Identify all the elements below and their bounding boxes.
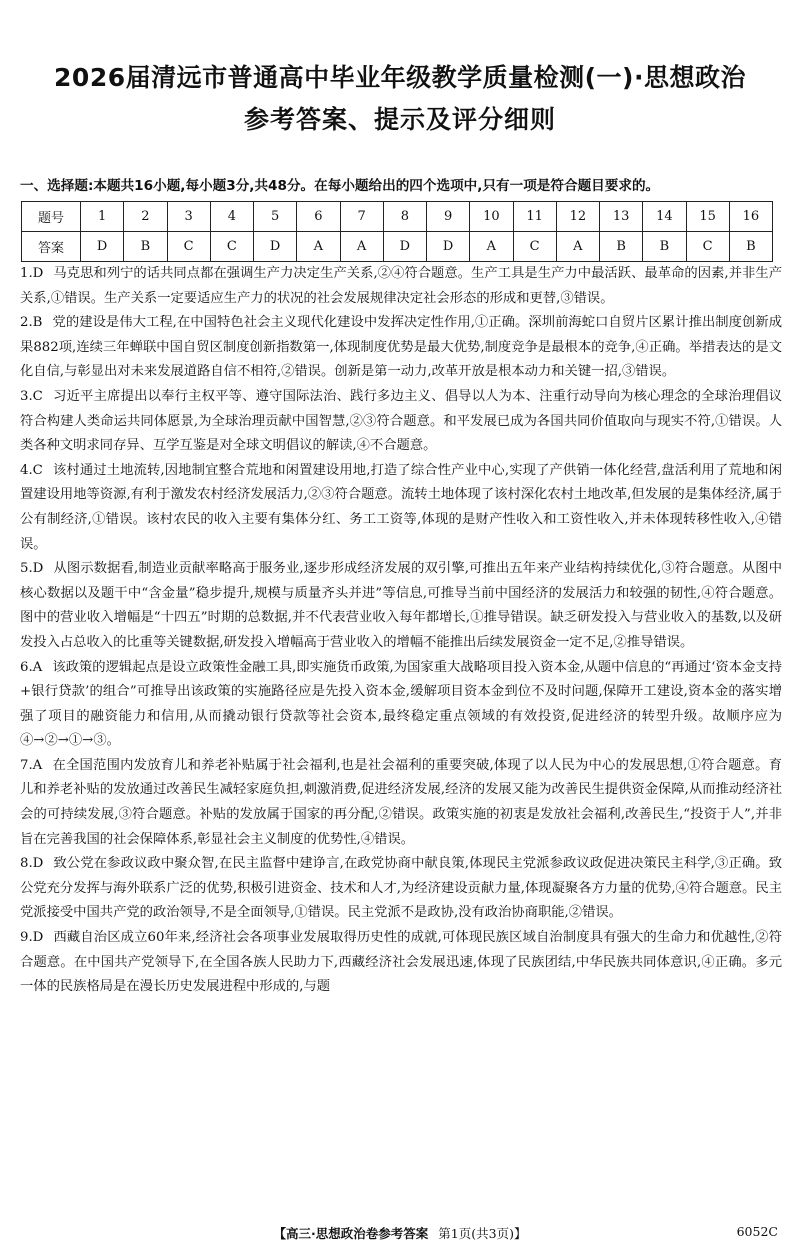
explanation-item <box>20 385 782 459</box>
explanation-text: 西藏自治区成立60年来,经济社会各项事业发展取得历史性的成就,可体现民族区域自治制度具有强大的生命力和优越性,②符合题意。在中国共产党领导下,在全国各族人民助力下,西藏经济社会发展迅速,体现了民族团结,中华民族共同体意识,④正确。多元一体的民族格局是在漫长历史发展进程中形成的,与题 <box>20 930 782 995</box>
document-title: 2026届清远市普通高中毕业年级教学质量检测(一)·思想政治 <box>54 63 746 92</box>
explanation-text: 在全国范围内发放育儿和养老补贴属于社会福利,也是社会福利的重要突破,体现了以人民为中心的发展思想,①符合题意。育儿和养老补贴的发放通过改善民生减轻家庭负担,刺激消费,促进经济发展,经济的发展又能为改善民生提供资金保障,从而推动经济社会的可持续发展,③符合题意。补贴的发放属于国家的再分配,②错误。政策实施的初衷是发放社会福利,改善民生,“投资于人”,并非旨在完善我国的社会保障体系,彰显社会主义制度的优势性,④错误。 <box>20 757 782 847</box>
question-number-cell: 10 <box>470 202 513 232</box>
question-number-cell: 2 <box>124 202 167 232</box>
question-answer: 6.A <box>20 659 43 675</box>
question-number-cell: 12 <box>556 202 599 232</box>
question-answer: 9.D <box>20 930 44 946</box>
explanation-text: 马克思和列宁的话共同点都在强调生产力决定生产关系,②④符合题意。生产工具是生产力中最活跃、最革命的因素,并非生产关系,①错误。生产关系一定要适应生产力的状况的社会发展规律决定社会形态的形成和更替,③错误。 <box>20 266 782 306</box>
question-number-cell: 15 <box>686 202 729 232</box>
footer-label: 【高三·思想政治卷参考答案 <box>273 1226 429 1241</box>
explanations-list <box>20 262 782 1000</box>
answer-table-number-row <box>22 202 773 232</box>
explanation-item <box>20 459 782 557</box>
question-number-cell: 8 <box>383 202 426 232</box>
answer-cell: A <box>470 232 513 262</box>
question-number-cell: 6 <box>297 202 340 232</box>
explanation-item <box>20 754 782 852</box>
question-number-cell: 1 <box>81 202 124 232</box>
answer-cell: D <box>427 232 470 262</box>
explanation-text: 习近平主席提出以奉行主权平等、遵守国际法治、践行多边主义、倡导以人为本、注重行动导向为核心理念的全球治理倡议符合构建人类命运共同体愿景,为全球治理贡献中国智慧,②③符合题意。和平发展已成为各国共同价值取向与现实不符,①错误。人类各种文明求同存异、互学互鉴是对全球文明倡议的解读,④不合题意。 <box>20 388 782 454</box>
question-number-cell: 16 <box>729 202 772 232</box>
explanation-item <box>20 656 782 754</box>
page-number: 第1页(共3页)】 <box>438 1226 527 1241</box>
question-answer: 1.D <box>20 266 44 281</box>
paper-code: 6052C <box>736 1224 778 1239</box>
question-answer: 3.C <box>20 388 43 404</box>
explanation-text: 该村通过土地流转,因地制宜整合荒地和闲置建设用地,打造了综合性产业中心,实现了产供销一体化经营,盘活利用了荒地和闲置建设用地等资源,有利于激发农村经济发展活力,②③符合题意。流转土地体现了该村深化农村土地改革,但发展的是集体经济,属于公有制经济,①错误。该村农民的收入主要有集体分红、务工工资等,体现的是财产性收入和工资性收入,并未体现转移性收入,④错误。 <box>20 462 782 552</box>
explanation-item <box>20 262 782 311</box>
answer-cell: B <box>124 232 167 262</box>
question-answer: 7.A <box>20 757 43 773</box>
question-number-cell: 4 <box>210 202 253 232</box>
explanation-text: 从图示数据看,制造业贡献率略高于服务业,逐步形成经济发展的双引擎,可推出五年来产业结构持续优化,③符合题意。从图中核心数据以及题干中“含金量”稳步提升,规模与质量齐头并进”等信息,可推导当前中国经济的发展活力和较强的韧性,④符合题意。图中的营业收入增幅是“十四五”时期的总数据,并不代表营业收入每年都增长,①推导错误。缺乏研发投入与营业收入的基数,以及研发投入占总收入的比重等关键数据,研发投入增幅高于营业收入的增幅不能推出后续发展资金一定不足,②推导错误。 <box>20 561 782 650</box>
question-number-cell: 5 <box>254 202 297 232</box>
answer-cell: C <box>167 232 210 262</box>
answer-table-answer-row <box>22 232 773 262</box>
question-answer: 8.D <box>20 856 44 872</box>
section-heading: 一、选择题:本题共16小题,每小题3分,共48分。在每小题给出的四个选项中,只有一项是符合题目要求的。 <box>20 178 660 194</box>
question-answer: 2.B <box>20 315 43 331</box>
question-answer: 4.C <box>20 462 43 478</box>
explanation-text: 党的建设是伟大工程,在中国特色社会主义现代化建设中发挥决定性作用,①正确。深圳前海蛇口自贸片区累计推出制度创新成果882项,连续三年蝉联中国自贸区制度创新指数第一,体现制度优势是最大优势,制度竞争是最根本的竞争,④正确。举措表达的是文化自信,与彰显出对未来发展道路自信不相符,②错误。创新是第一动力,改革开放是根本动力和关键一招,③错误。 <box>20 315 782 380</box>
explanation-item <box>20 926 782 1000</box>
answer-cell: C <box>210 232 253 262</box>
answer-cell: D <box>81 232 124 262</box>
row-label-number: 题号 <box>22 202 81 232</box>
row-label-answer: 答案 <box>22 232 81 262</box>
explanation-item <box>20 311 782 385</box>
answer-cell: A <box>340 232 383 262</box>
answer-cell: B <box>600 232 643 262</box>
answer-cell: B <box>643 232 686 262</box>
question-number-cell: 13 <box>600 202 643 232</box>
answer-cell: A <box>556 232 599 262</box>
question-number-cell: 9 <box>427 202 470 232</box>
answer-cell: B <box>729 232 772 262</box>
answer-cell: A <box>297 232 340 262</box>
explanation-item <box>20 557 782 655</box>
question-number-cell: 7 <box>340 202 383 232</box>
answer-cell: D <box>254 232 297 262</box>
question-answer: 5.D <box>20 561 44 577</box>
answer-cell: C <box>686 232 729 262</box>
question-number-cell: 11 <box>513 202 556 232</box>
answer-table <box>21 201 773 262</box>
document-subtitle: 参考答案、提示及评分细则 <box>243 105 556 134</box>
question-number-cell: 14 <box>643 202 686 232</box>
page-footer <box>0 1224 800 1242</box>
explanation-item <box>20 852 782 926</box>
explanation-text: 致公党在参政议政中聚众智,在民主监督中建诤言,在政党协商中献良策,体现民主党派参政议政促进决策民主科学,③正确。致公党充分发挥与海外联系广泛的优势,积极引进资金、技术和人才,为经济建设贡献力量,体现凝聚各方力量的优势,④符合题意。民主党派接受中国共产党的政治领导,不是全面领导,①错误。民主党派不是政协,没有政治协商职能,②错误。 <box>20 856 782 921</box>
question-number-cell: 3 <box>167 202 210 232</box>
answer-cell: D <box>383 232 426 262</box>
explanation-text: 该政策的逻辑起点是设立政策性金融工具,即实施货币政策,为国家重大战略项目投入资本金,从题中信息的“再通过‘资本金支持+银行贷款’的组合”可推导出该政策的实施路径应是先投入资本金,缓解项目资本金到位不及时问题,保障开工建设,资本金的落实增强了项目的融资能力和信用,从而撬动银行贷款等社会资本,最终稳定重点领域的有效投资,促进经济的转型升级。故顺序应为④→②→①→③。 <box>20 659 782 749</box>
answer-cell: C <box>513 232 556 262</box>
